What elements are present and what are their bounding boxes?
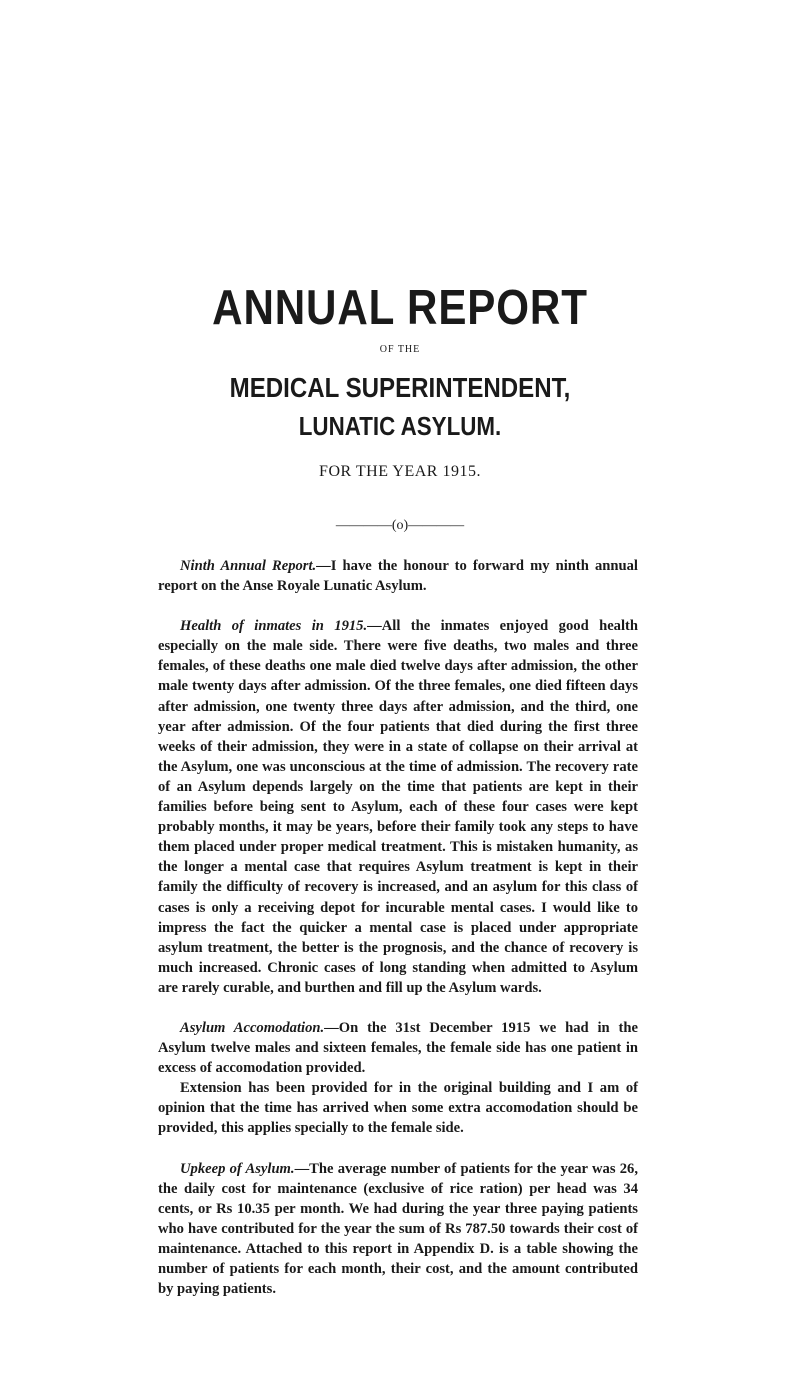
paragraph-lead: Health of inmates in 1915. [180,618,368,635]
paragraph-text: —On the 31st December 1915 we had in the Asylum twelve males and sixteen females, the female side has one patient in excess of accomodation provided. [158,1019,638,1077]
report-subtitle-superintendent: MEDICAL SUPERINTENDENT, [229,372,571,403]
paragraph-health-of-inmates [158,616,638,998]
report-year-line: FOR THE YEAR 1915. [319,463,481,480]
paragraph-text: —The average number of patients for the year was 26, the daily cost for maintenance (exclusive of rice ration) per head was 34 cents, or Rs 10.35 per month. We had during the year three paying patients who have contributed for the year the sum of Rs 787.50 towards their cost of maintenance. Attached to this report in Appendix D. is a table showing the number of patients for each month, their cost, and the amount contributed by paying patients. [158,1160,639,1298]
paragraph-lead: Ninth Annual Report. [180,558,317,574]
section-separator: ————(o)———— [335,518,465,533]
report-main-title: ANNUAL REPORT [212,281,588,335]
report-body [158,556,638,1319]
paragraph-lead: Asylum Accomodation. [180,1019,325,1036]
of-the-label: OF THE [379,344,421,355]
paragraph-ninth-annual-report [158,556,638,596]
paragraph-text: —I have the honour to forward my ninth annual report on the Anse Royale Lunatic Asylum. [158,558,638,595]
report-subtitle-asylum: LUNATIC ASYLUM. [298,411,502,441]
paragraph-lead: Upkeep of Asylum. [180,1160,295,1177]
paragraph-extension [158,1078,638,1138]
paragraph-text: —All the inmates enjoyed good health especially on the male side. There were five deaths, two males and three females, of these deaths one male died twelve days after admission, the other male twenty days after admission. Of the three females, one died fifteen days after admission, one twenty three days after admission, and the third, one year after admission. Of the four patients that died during the first three weeks of their admission, they were in a state of collapse on their arrival at the Asylum, one was unconscious at the time of admission. The recovery rate of an Asylum depends largely on the time that patients are kept in their families before being sent to Asylum, each of these four cases were kept probably months, it may be years, before their family took any steps to have them placed under proper medical treatment. This is mistaken humanity, as the longer a mental case that requires Asylum treatment is kept in their family the difficulty of recovery is increased, and an asylum for this class of cases is only a receiving depot for incurable mental cases. I would like to impress the fact the quicker a mental case is placed under appropriate asylum treatment, the better is the prognosis, and the chance of recovery is much increased. Chronic cases of long standing when admitted to Asylum are rarely curable, and burthen and fill up the Asylum wards. [158,618,638,996]
paragraph-asylum-accomodation [158,1018,638,1078]
paragraph-upkeep-of-asylum [158,1159,638,1300]
paragraph-text: Extension has been provided for in the original building and I am of opinion that the time has arrived when some extra accomodation should be provided, this applies specially to the female side. [158,1080,638,1137]
